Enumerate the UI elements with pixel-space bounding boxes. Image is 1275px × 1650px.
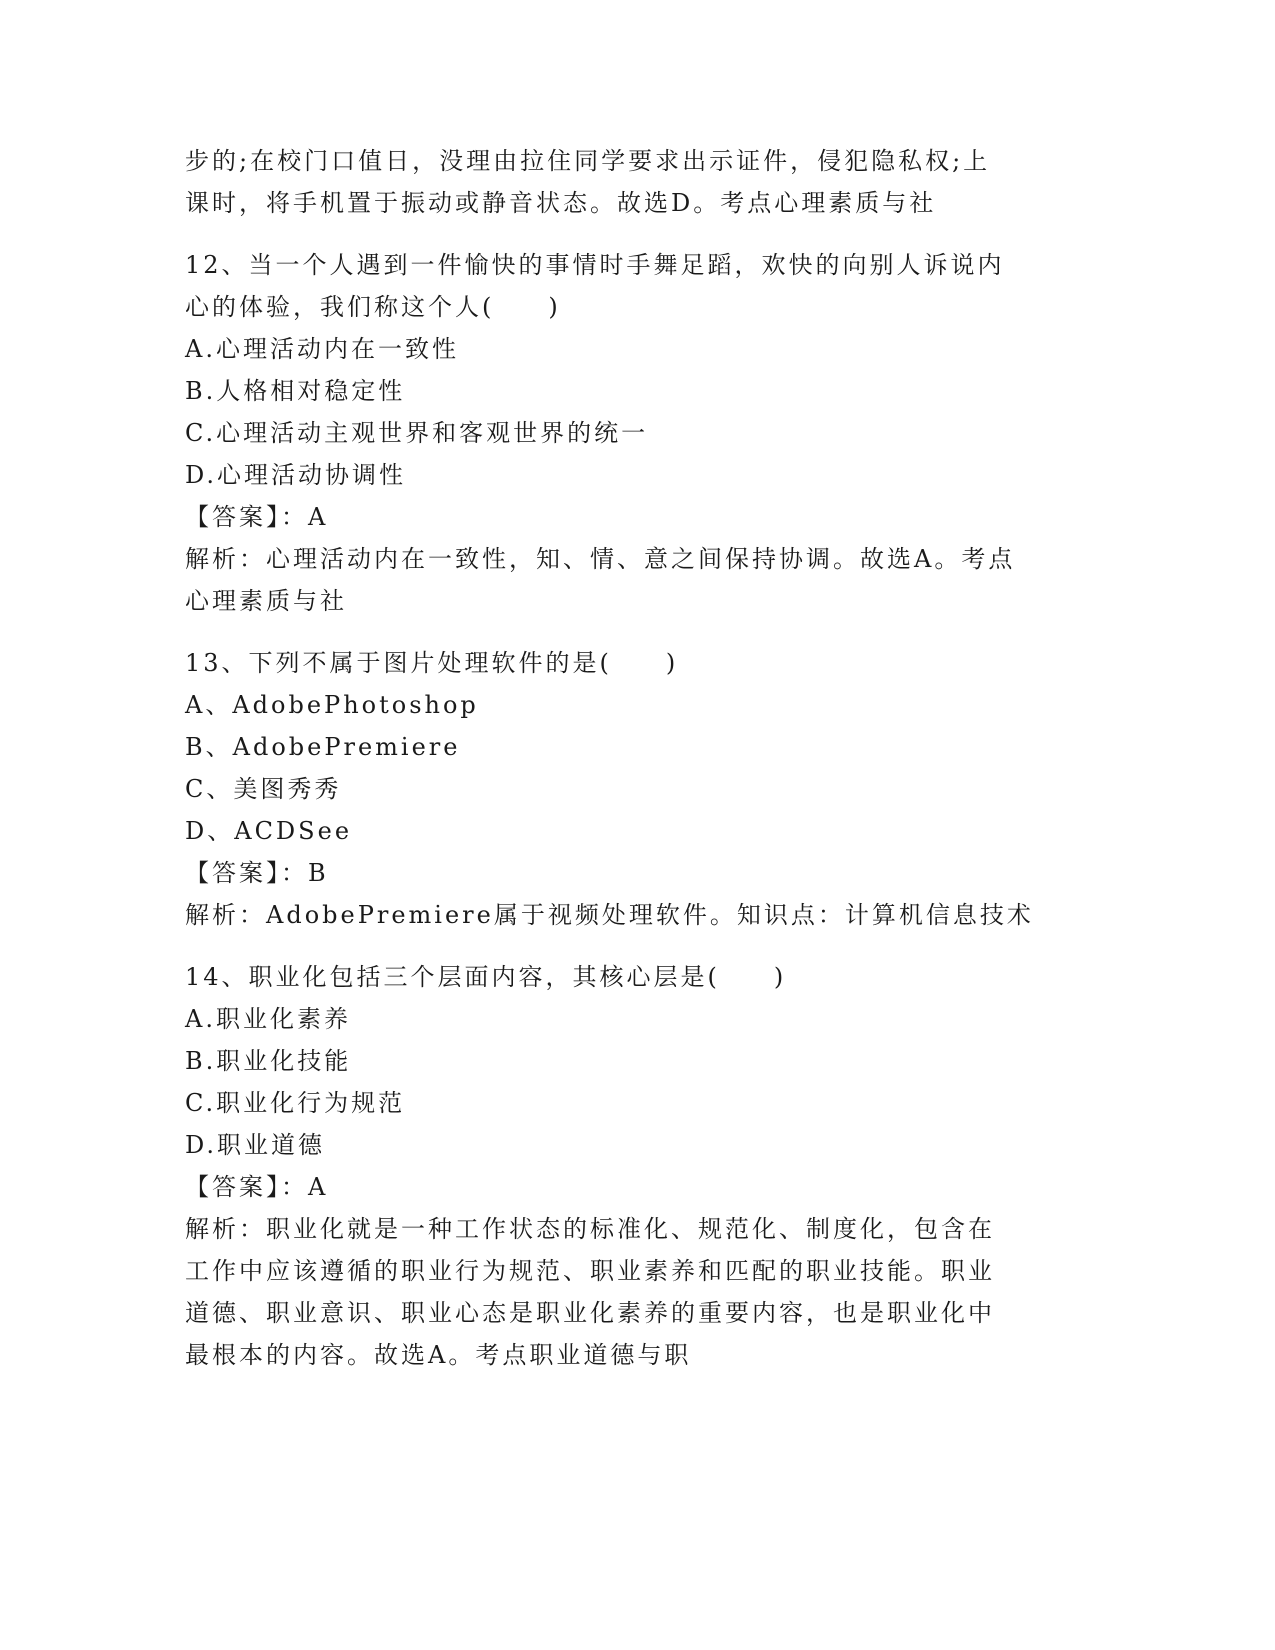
document-page xyxy=(185,140,1085,1376)
answer: 【答案】：A xyxy=(185,503,329,531)
option-c: C.职业化行为规范 xyxy=(185,1089,406,1117)
option-b: B.人格相对稳定性 xyxy=(185,377,406,405)
option-d: D、ACDSee xyxy=(185,817,353,845)
question-text: 13、下列不属于图片处理软件的是( ) xyxy=(185,649,679,677)
question-text: 14、职业化包括三个层面内容，其核心层是( ) xyxy=(185,963,787,991)
option-d: D.职业道德 xyxy=(185,1131,326,1159)
answer: 【答案】：A xyxy=(185,1173,329,1201)
text-line: 步的;在校门口值日，没理由拉住同学要求出示证件，侵犯隐私权;上 xyxy=(185,147,991,175)
explanation: 解析：心理活动内在一致性，知、情、意之间保持协调。故选A。考点 xyxy=(185,545,1016,573)
question-14 xyxy=(185,956,1085,1376)
option-a: A、AdobePhotoshop xyxy=(185,691,479,719)
question-13 xyxy=(185,642,1085,936)
question-text: 12、当一个人遇到一件愉快的事情时手舞足蹈，欢快的向别人诉说内 xyxy=(185,251,1005,279)
explanation: 解析：AdobePremiere属于视频处理软件。知识点：计算机信息技术 xyxy=(185,901,1034,929)
option-b: B.职业化技能 xyxy=(185,1047,352,1075)
explanation: 道德、职业意识、职业心态是职业化素养的重要内容，也是职业化中 xyxy=(185,1299,995,1327)
explanation: 心理素质与社 xyxy=(185,587,347,615)
intro-paragraph xyxy=(185,140,1085,224)
option-a: A.职业化素养 xyxy=(185,1005,351,1033)
option-b: B、AdobePremiere xyxy=(185,733,461,761)
text-line: 课时，将手机置于振动或静音状态。故选D。考点心理素质与社 xyxy=(185,189,937,217)
option-c: C、美图秀秀 xyxy=(185,775,342,803)
option-a: A.心理活动内在一致性 xyxy=(185,335,459,363)
answer: 【答案】：B xyxy=(185,859,329,887)
explanation: 工作中应该遵循的职业行为规范、职业素养和匹配的职业技能。职业 xyxy=(185,1257,995,1285)
option-d: D.心理活动协调性 xyxy=(185,461,407,489)
explanation: 最根本的内容。故选A。考点职业道德与职 xyxy=(185,1341,692,1369)
question-text: 心的体验，我们称这个人( ) xyxy=(185,293,561,321)
explanation: 解析：职业化就是一种工作状态的标准化、规范化、制度化，包含在 xyxy=(185,1215,995,1243)
option-c: C.心理活动主观世界和客观世界的统一 xyxy=(185,419,649,447)
question-12 xyxy=(185,244,1085,622)
